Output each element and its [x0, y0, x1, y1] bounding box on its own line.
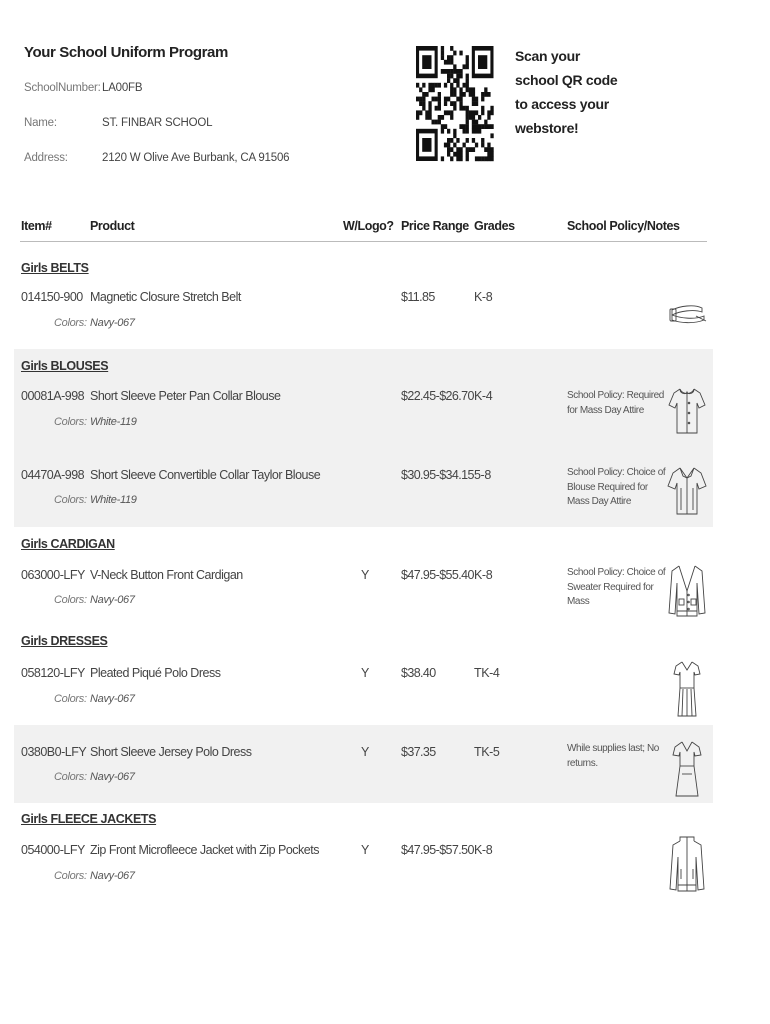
colors-value: White-119 [90, 494, 137, 506]
grades: TK-5 [474, 745, 500, 759]
item-number: 0380B0-LFY [21, 745, 87, 759]
colors-label: Colors: [54, 870, 87, 882]
item-number: 054000-LFY [21, 843, 85, 857]
colors-value: Navy-067 [90, 693, 135, 705]
item-number: 00081A-998 [21, 389, 85, 403]
colors-label: Colors: [54, 594, 87, 606]
grades: K-8 [474, 843, 493, 857]
item-number: 014150-900 [21, 290, 83, 304]
school-name-value: ST. FINBAR SCHOOL [102, 117, 213, 129]
colors-value: Navy-067 [90, 317, 135, 329]
grades: TK-4 [474, 666, 500, 680]
price-range: $38.40 [401, 666, 436, 680]
product-name: V-Neck Button Front Cardigan [90, 568, 243, 582]
qr-text-line: to access your [515, 96, 609, 112]
category-heading: Girls CARDIGAN [21, 537, 115, 551]
colors-label: Colors: [54, 494, 87, 506]
qr-text-line: webstore! [515, 120, 579, 136]
price-range: $30.95-$34.15 [401, 468, 474, 482]
price-range: $47.95-$55.40 [401, 568, 474, 582]
policy-note: School Policy: Required for Mass Day Attire [567, 390, 664, 416]
header-divider [20, 241, 707, 242]
product-name: Pleated Piqué Polo Dress [90, 666, 221, 680]
category-heading: Girls BLOUSES [21, 359, 109, 373]
logo-flag: Y [361, 568, 370, 582]
item-number: 058120-LFY [21, 666, 85, 680]
item-number: 063000-LFY [21, 568, 85, 582]
product-name: Short Sleeve Convertible Collar Taylor Blouse [90, 468, 321, 482]
price-range: $22.45-$26.70 [401, 389, 474, 403]
product-name: Zip Front Microfleece Jacket with Zip Pockets [90, 843, 319, 857]
column-header-notes: School Policy/Notes [567, 219, 680, 233]
qr-text-line: Scan your [515, 48, 580, 64]
cardigan-icon [666, 561, 708, 621]
item-number: 04470A-998 [21, 468, 85, 482]
column-header-item: Item# [21, 219, 52, 233]
colors-label: Colors: [54, 693, 87, 705]
category-heading: Girls DRESSES [21, 634, 108, 648]
address-value: 2120 W Olive Ave Burbank, CA 91506 [102, 152, 290, 164]
colors-value: Navy-067 [90, 870, 135, 882]
qr-instructions [515, 44, 625, 140]
policy-note: School Policy: Choice of Sweater Required for Mass [567, 567, 666, 607]
colors-label: Colors: [54, 317, 87, 329]
column-header-product: Product [90, 219, 135, 233]
colors-label: Colors: [54, 416, 87, 428]
category-heading: Girls BELTS [21, 261, 89, 275]
grades: K-8 [474, 290, 493, 304]
grades: 5-8 [474, 468, 491, 482]
product-name: Magnetic Closure Stretch Belt [90, 290, 241, 304]
belt-icon [666, 298, 708, 328]
product-name: Short Sleeve Peter Pan Collar Blouse [90, 389, 281, 403]
logo-flag: Y [361, 843, 370, 857]
price-range: $11.85 [401, 290, 435, 304]
school-number-value: LA00FB [102, 82, 143, 94]
product-name: Short Sleeve Jersey Polo Dress [90, 745, 252, 759]
school-number-label: SchoolNumber: [24, 82, 101, 94]
dress-icon [666, 658, 708, 720]
qr-text-line: school QR code [515, 72, 618, 88]
policy-note: While supplies last; No returns. [567, 743, 659, 769]
blouse-icon [666, 462, 708, 518]
jacket-icon [666, 835, 708, 895]
grades: K-4 [474, 389, 493, 403]
blouse-icon [666, 383, 708, 439]
school-name-label: Name: [24, 117, 57, 129]
colors-value: Navy-067 [90, 594, 135, 606]
policy-note: School Policy: Choice of Blouse Required for Mass Day Attire [567, 467, 666, 507]
price-range: $47.95-$57.50 [401, 843, 474, 857]
colors-label: Colors: [54, 771, 87, 783]
grades: K-8 [474, 568, 493, 582]
price-range: $37.35 [401, 745, 436, 759]
column-header-logo: W/Logo? [343, 219, 394, 233]
page-title: Your School Uniform Program [24, 44, 228, 61]
colors-value: Navy-067 [90, 771, 135, 783]
column-header-price: Price Range [401, 219, 469, 233]
column-header-grades: Grades [474, 219, 515, 233]
colors-value: White-119 [90, 416, 137, 428]
qr-code-icon[interactable] [416, 44, 494, 164]
category-heading: Girls FLEECE JACKETS [21, 812, 157, 826]
address-label: Address: [24, 152, 68, 164]
logo-flag: Y [361, 745, 370, 759]
logo-flag: Y [361, 666, 370, 680]
dress-icon [666, 738, 708, 800]
